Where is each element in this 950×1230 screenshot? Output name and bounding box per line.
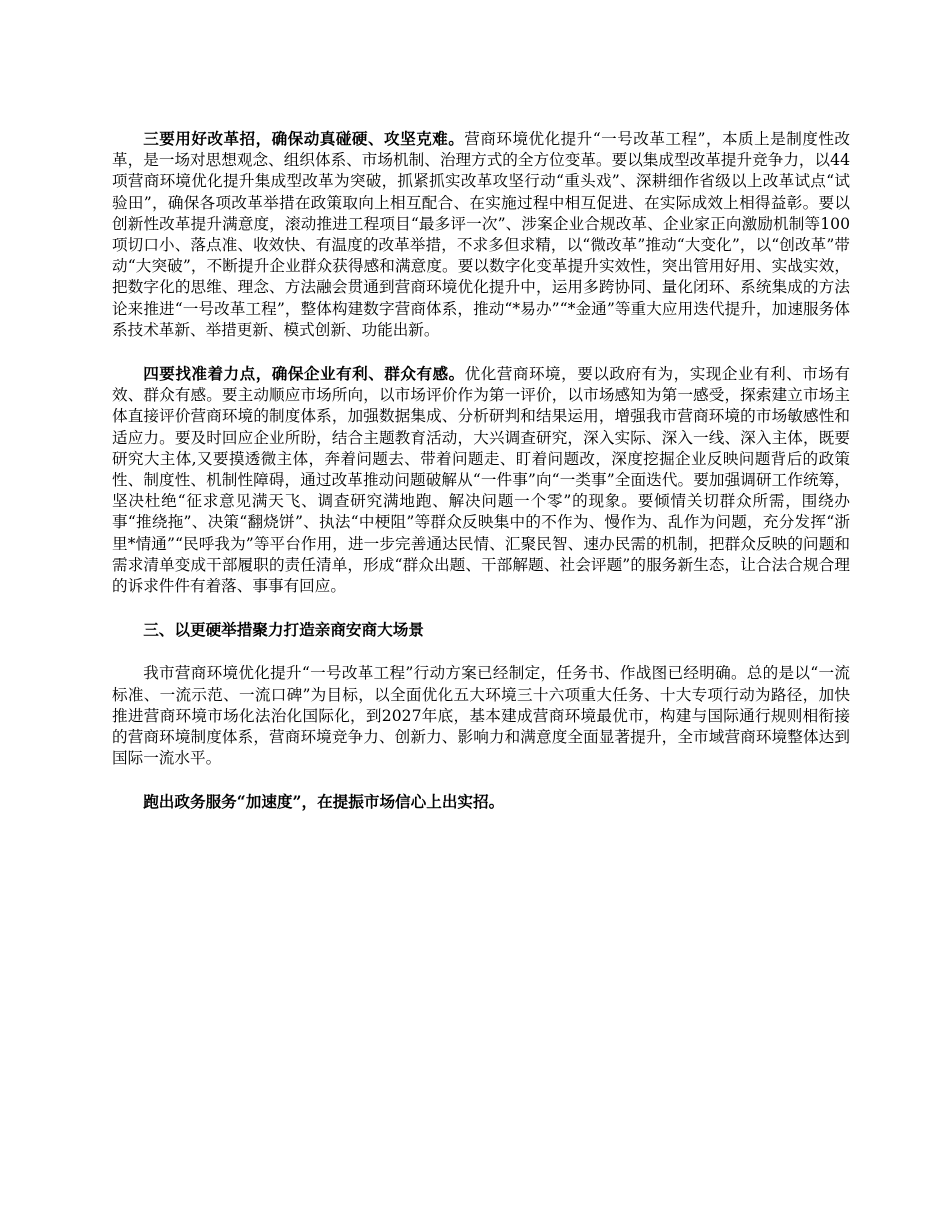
paragraph-lead: 四要找准着力点，确保企业有利、群众有感。 — [143, 364, 465, 384]
paragraph-reform-measures — [112, 128, 850, 341]
paragraph-body: 营商环境优化提升“一号改革工程”，本质上是制度性改革，是一场对思想观念、组织体系、市场机制、治理方式的全方位变革。要以集成型改革提升竞争力，以44项营商环境优化提升集成型改革为突破，抓紧抓实改革攻坚行动“重头戏”、深耕细作省级以上改革试点“试验田”，确保各项改革举措在政策取向上相互配合、在实施过程中相互促进、在实际成效上相得益彰。要以创新性改革提升满意度，滚动推进工程项目“最多评一次”、涉案企业合规改革、企业家正向激励机制等100项切口小、落点准、收效快、有温度的改革举措，不求多但求精，以“微改革”推动“大变化”，以“创改革”带动“大突破”，不断提升企业群众获得感和满意度。要以数字化变革提升实效性，突出管用好用、实战实效，把数字化的思维、理念、方法融会贯通到营商环境优化提升中，运用多跨协同、量化闭环、系统集成的方法论来推进“一号改革工程”，整体构建数字营商体系，推动“*易办”“*金通”等重大应用迭代提升，加速服务体系技术革新、举措更新、模式创新、功能出新。 — [112, 130, 850, 339]
document-page — [112, 128, 850, 814]
subsection-heading — [112, 791, 850, 813]
subsection-heading-text: 跑出政务服务“加速度”，在提振市场信心上出实招。 — [143, 792, 505, 812]
section-heading — [112, 619, 850, 641]
section-heading-text: 三、以更硬举措聚力打造亲商安商大场景 — [143, 620, 424, 640]
paragraph-focus-point — [112, 363, 850, 597]
paragraph-body: 优化营商环境，要以政府有为，实现企业有利、市场有效、群众有感。要主动顺应市场所向，以市场评价作为第一评价，以市场感知为第一感受，探索建立市场主体直接评价营商环境的制度体系，加强数据集成、分析研判和结果运用，增强我市营商环境的市场敏感性和适应力。要及时回应企业所盼，结合主题教育活动，大兴调查研究，深入实际、深入一线、深入主体，既要研究大主体,又要摸透微主体，奔着问题去、带着问题走、盯着问题改，深度挖掘企业反映问题背后的政策性、制度性、机制性障碍，通过改革推动问题破解从“一件事”向“一类事”全面迭代。要加强调研工作统筹，坚决杜绝“征求意见满天飞、调查研究满地跑、解决问题一个零”的现象。要倾情关切群众所需，围绕办事“推绕拖”、决策“翻烧饼”、执法“中梗阻”等群众反映集中的不作为、慢作为、乱作为问题，充分发挥“浙里*情通”“民呼我为”等平台作用，进一步完善通达民情、汇聚民智、速办民需的机制，把群众反映的问题和需求清单变成干部履职的责任清单，形成“群众出题、干部解题、社会评题”的服务新生态，让合法合规合理的诉求件件有着落、事事有回应。 — [112, 365, 850, 596]
paragraph-body: 我市营商环境优化提升“一号改革工程”行动方案已经制定，任务书、作战图已经明确。总的是以“一流标准、一流示范、一流口碑”为目标，以全面优化五大环境三十六项重大任务、十大专项行动为路径，加快推进营商环境市场化法治化国际化，到2027年底，基本建成营商环境最优市，构建与国际通行规则相衔接的营商环境制度体系，营商环境竞争力、创新力、影响力和满意度全面显著提升，全市域营商环境整体达到国际一流水平。 — [112, 664, 850, 768]
paragraph-lead: 三要用好改革招，确保动真碰硬、攻坚克难。 — [143, 129, 465, 148]
paragraph-action-plan — [112, 663, 850, 769]
